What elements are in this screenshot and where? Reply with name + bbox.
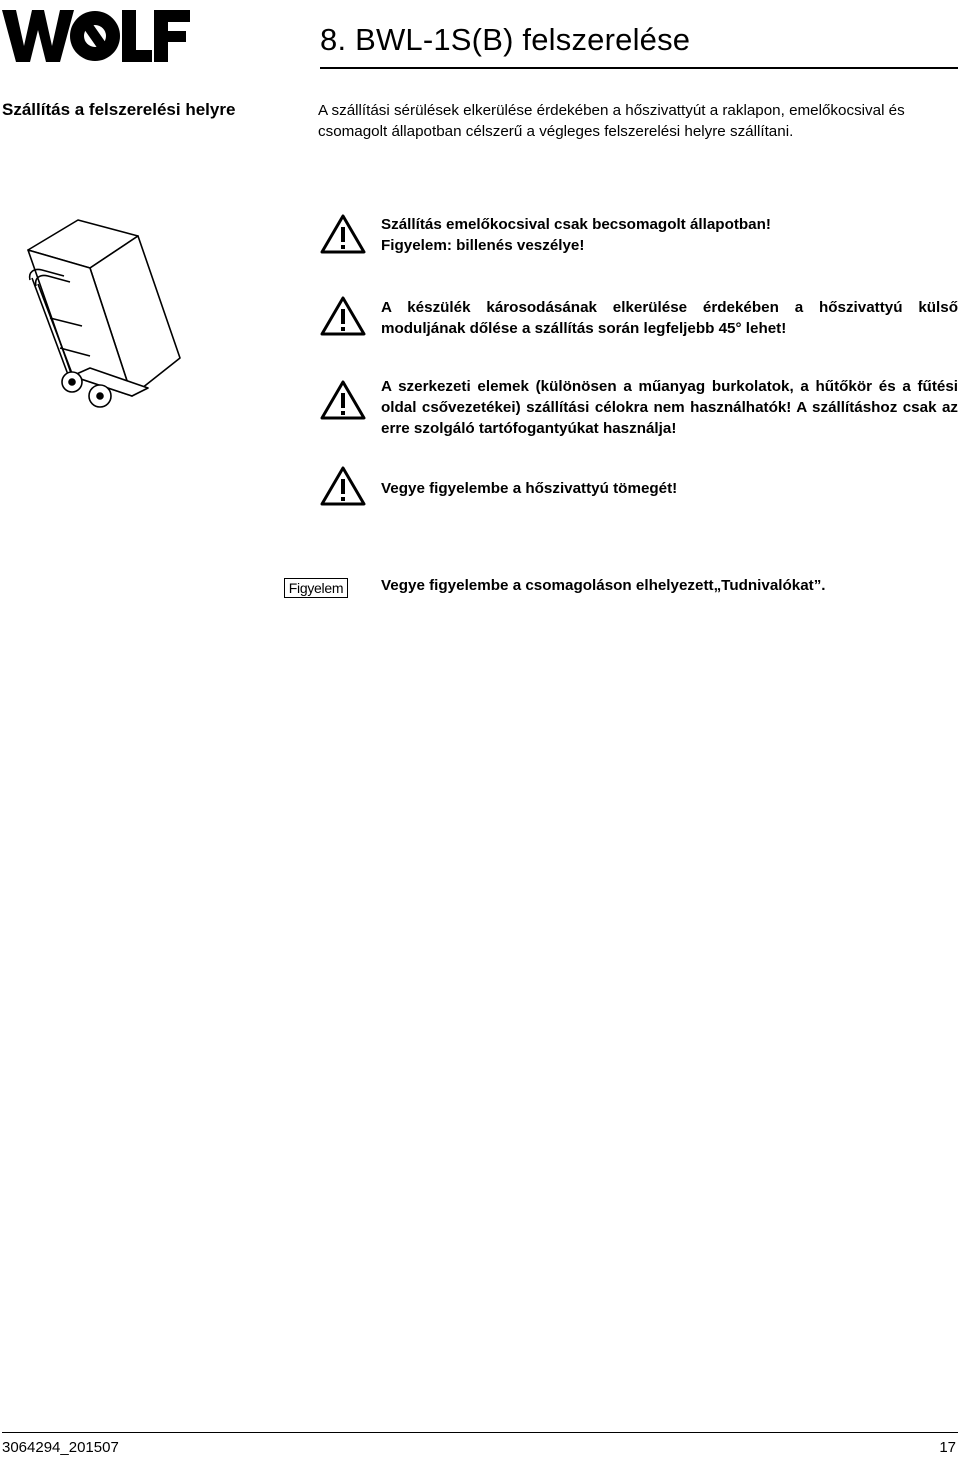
warning-triangle-icon <box>320 296 366 336</box>
hand-truck-illustration <box>20 208 190 418</box>
warning-text-tilt: A készülék károsodásának elkerülése érdekében a hőszivattyú külső moduljának dőlése a szállítás során legfeljebb 45° lehet! <box>381 299 958 337</box>
warning-text-tipping <box>381 214 958 256</box>
section-heading: Szállítás a felszerelési helyre <box>2 100 236 119</box>
note-text: Vegye figyelembe a csomagoláson elhelyezett„Tudnivalókat”. <box>381 577 826 594</box>
warning-line: Szállítás emelőkocsival csak becsomagolt állapotban! <box>381 216 771 233</box>
document-number: 3064294_201507 <box>2 1439 119 1456</box>
warning-triangle-icon <box>320 380 366 420</box>
warning-triangle-icon <box>320 466 366 506</box>
warning-text-weight: Vegye figyelembe a hőszivattyú tömegét! <box>381 480 678 497</box>
wolf-logo <box>2 6 190 64</box>
intro-paragraph: A szállítási sérülések elkerülése érdekében a hőszivattyút a raklapon, emelőkocsival és csomagolt állapotban célszerű a végleges felszerelési helyre szállítani. <box>318 102 905 140</box>
warning-text-components: A szerkezeti elemek (különösen a műanyag burkolatok, a hűtőkör és a fűtési oldal csővezetékei) szállítási célokra nem használhatók! A szállításhoz csak az erre szolgáló tartófogantyúkat használja! <box>381 378 958 437</box>
page-number: 17 <box>939 1439 956 1456</box>
warning-triangle-icon <box>320 214 366 254</box>
warning-line: Figyelem: billenés veszélye! <box>381 237 585 254</box>
page-title: 8. BWL-1S(B) felszerelése <box>320 22 691 57</box>
footer-divider <box>2 1432 958 1433</box>
note-label-box: Figyelem <box>284 578 348 598</box>
title-divider <box>320 67 958 69</box>
